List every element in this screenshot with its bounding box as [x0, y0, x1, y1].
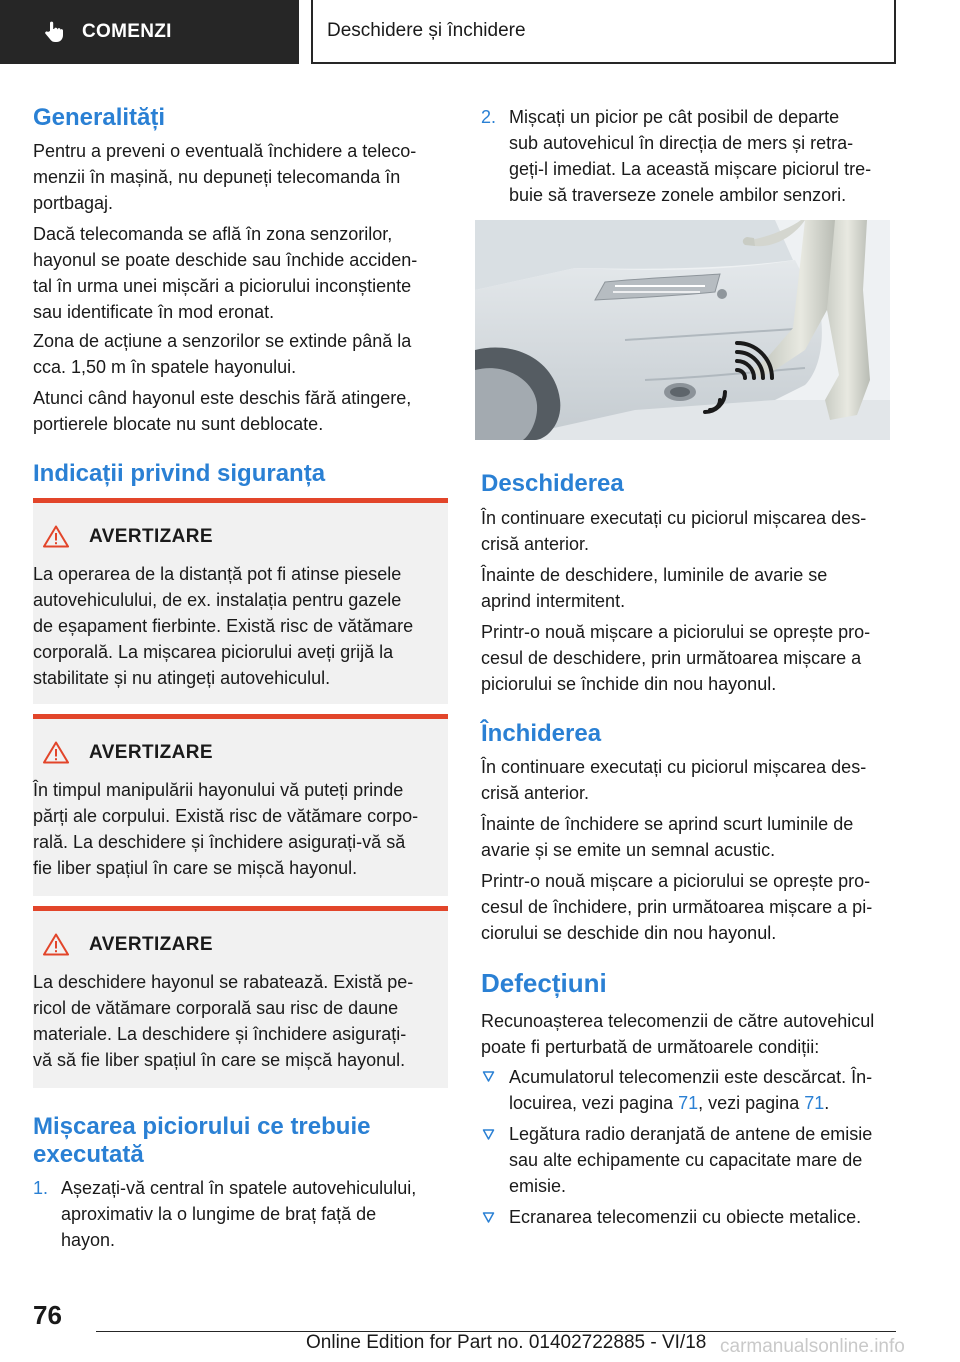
- text-line: piciorului se închide din nou hayonul.: [481, 674, 777, 694]
- step-number: 1.: [33, 1178, 49, 1198]
- warning-triangle-icon: [43, 525, 69, 548]
- edition-note: Online Edition for Part no. 01402722885 - VI/18: [306, 1332, 707, 1353]
- heading-defectiuni: Defecțiuni: [481, 968, 607, 998]
- text-line: cesul de deschidere, prin următoarea mișcare a: [481, 648, 862, 668]
- paragraph: [481, 868, 872, 946]
- paragraph: [481, 619, 870, 697]
- text-line: tal în urma unei mișcări a piciorului inconștiente: [33, 276, 412, 296]
- list-item: [509, 1204, 861, 1230]
- text-line: La operarea de la distanță pot fi atinse piesele: [33, 564, 402, 584]
- list-item: [509, 1064, 872, 1116]
- text-line: geți-l imediat. La această mișcare piciorul tre-: [509, 159, 872, 179]
- text-line: Atunci când hayonul este deschis fără atingere,: [33, 388, 412, 408]
- text-line: părți ale corpului. Există risc de vătămare corpo-: [33, 806, 419, 826]
- step-text: [61, 1175, 416, 1253]
- text-line: ciorului se deschide din nou hayonul.: [481, 923, 777, 943]
- heading-line: Mișcarea piciorului ce trebuie: [33, 1113, 371, 1140]
- text-line: cca. 1,50 m în spatele hayonului.: [33, 357, 297, 377]
- paragraph: [33, 385, 411, 437]
- text-line: emisie.: [509, 1176, 567, 1196]
- text-line: hayon.: [61, 1230, 116, 1250]
- text-line: În continuare executați cu piciorul mișcarea des-: [481, 757, 867, 777]
- text-line: Înainte de închidere se aprind scurt luminile de: [481, 814, 854, 834]
- section-tab-label: COMENZI: [82, 21, 172, 42]
- paragraph: [481, 1008, 874, 1060]
- warning-text: [33, 561, 448, 691]
- tailgate-foot-gesture-illustration: [475, 220, 890, 440]
- page-number: 76: [33, 1300, 62, 1330]
- section-title: Deschidere și închidere: [311, 0, 896, 64]
- paragraph: [481, 505, 866, 557]
- text-line: La deschidere hayonul se rabatează. Există pe-: [33, 972, 414, 992]
- text-line: menzii în mașină, nu depuneți telecomanda în: [33, 167, 401, 187]
- heading-generalitati: Generalități: [33, 104, 166, 131]
- text-line: Recunoașterea telecomenzii de către autovehicul: [481, 1011, 875, 1031]
- step-number: 2.: [481, 107, 497, 127]
- list-bullet-icon: [482, 1070, 495, 1083]
- page-link[interactable]: 71: [804, 1093, 825, 1113]
- warning-box: [33, 906, 448, 1088]
- text-line: portierele blocate nu sunt deblocate.: [33, 414, 324, 434]
- heading-line: executată: [33, 1141, 144, 1168]
- paragraph: [481, 754, 866, 806]
- text-line: rală. La deschidere și închidere asigurați-vă să: [33, 832, 406, 852]
- heading-siguranta: Indicații privind siguranța: [33, 460, 326, 487]
- text-line: buie să traverseze zonele ambilor senzori.: [509, 185, 847, 205]
- text-line: Zona de acțiune a senzorilor se extinde până la: [33, 331, 412, 351]
- text-line: portbagaj.: [33, 193, 114, 213]
- text-line: Printr-o nouă mișcare a piciorului se oprește pro-: [481, 622, 871, 642]
- warning-label: AVERTIZARE: [89, 741, 213, 763]
- hand-touch-icon: [44, 20, 64, 44]
- text-line: În timpul manipulării hayonului vă puteți prinde: [33, 780, 404, 800]
- text-line: Înainte de deschidere, luminile de avarie se: [481, 565, 828, 585]
- text-line: Legătura radio deranjată de antene de emisie: [509, 1124, 873, 1144]
- text-line: hayonul se poate deschide sau închide acciden-: [33, 250, 418, 270]
- list-item: [509, 1121, 872, 1199]
- list-bullet-icon: [482, 1128, 495, 1141]
- car-rear-illustration: [475, 220, 890, 440]
- warning-text: [33, 969, 448, 1073]
- warning-label: AVERTIZARE: [89, 933, 213, 955]
- page-link[interactable]: 71: [678, 1093, 699, 1113]
- text-line: Acumulatorul telecomenzii este descărcat. În-: [509, 1067, 873, 1087]
- paragraph: [481, 811, 853, 863]
- warning-header: [43, 933, 213, 956]
- paragraph: [33, 221, 417, 325]
- text-line: locuirea, vezi pagina: [509, 1093, 679, 1113]
- text-line: .: [824, 1093, 830, 1113]
- text-line: vă să fie liber spațiul în care se mișcă hayonul.: [33, 1050, 406, 1070]
- paragraph: [33, 138, 416, 216]
- text-line: corporală. La mișcarea piciorului aveți grijă la: [33, 642, 394, 662]
- text-line: crisă anterior.: [481, 783, 590, 803]
- text-line: aproximativ la o lungime de braț față de: [61, 1204, 377, 1224]
- warning-label: AVERTIZARE: [89, 525, 213, 547]
- warning-box: [33, 714, 448, 896]
- text-line: Ecranarea telecomenzii cu obiecte metalice.: [509, 1207, 862, 1227]
- text-line: avarie și se emite un semnal acustic.: [481, 840, 776, 860]
- text-line: Pentru a preveni o eventuală închidere a teleco-: [33, 141, 417, 161]
- text-line: crisă anterior.: [481, 534, 590, 554]
- text-line: autovehiculului, de ex. instalația pentru gazele: [33, 590, 402, 610]
- warning-header: [43, 525, 213, 548]
- heading-inchiderea: Închiderea: [481, 720, 602, 747]
- heading-miscare-picior: [33, 1113, 370, 1169]
- list-bullet-icon: [482, 1211, 495, 1224]
- paragraph: [481, 562, 827, 614]
- text-line: sub autovehicul în direcția de mers și retra-: [509, 133, 854, 153]
- text-line: Așezați-vă central în spatele autovehiculului,: [61, 1178, 417, 1198]
- text-line: poate fi perturbată de următoarele condiții:: [481, 1037, 820, 1057]
- text-line: sau alte echipamente cu capacitate mare de: [509, 1150, 863, 1170]
- warning-triangle-icon: [43, 933, 69, 956]
- warning-text: [33, 777, 448, 881]
- text-line: cesul de închidere, prin următoarea mișcare a pi-: [481, 897, 873, 917]
- text-line: materiale. La deschidere și închidere asigurați-: [33, 1024, 407, 1044]
- warning-header: [43, 741, 213, 764]
- text-line: ricol de vătămare corporală sau risc de daune: [33, 998, 399, 1018]
- text-line: În continuare executați cu piciorul mișcarea des-: [481, 508, 867, 528]
- step-text: [509, 104, 871, 208]
- section-tab[interactable]: [0, 0, 299, 64]
- watermark: carmanualsonline.info: [720, 1336, 905, 1357]
- text-line: sau identificate în mod eronat.: [33, 302, 275, 322]
- text-line: stabilitate și nu atingeți autovehiculul.: [33, 668, 331, 688]
- warning-box: [33, 498, 448, 704]
- heading-deschiderea: Deschiderea: [481, 470, 624, 497]
- text-line: Printr-o nouă mișcare a piciorului se oprește pro-: [481, 871, 871, 891]
- warning-triangle-icon: [43, 741, 69, 764]
- text-line: aprind intermitent.: [481, 591, 626, 611]
- text-line: fie liber spațiul în care se mișcă hayonul.: [33, 858, 358, 878]
- paragraph: [33, 328, 411, 380]
- text-line: , vezi pagina: [698, 1093, 805, 1113]
- text-line: de eșapament fierbinte. Există risc de vătămare: [33, 616, 414, 636]
- text-line: Dacă telecomanda se află în zona senzorilor,: [33, 224, 393, 244]
- text-line: Mișcați un picior pe cât posibil de departe: [509, 107, 840, 127]
